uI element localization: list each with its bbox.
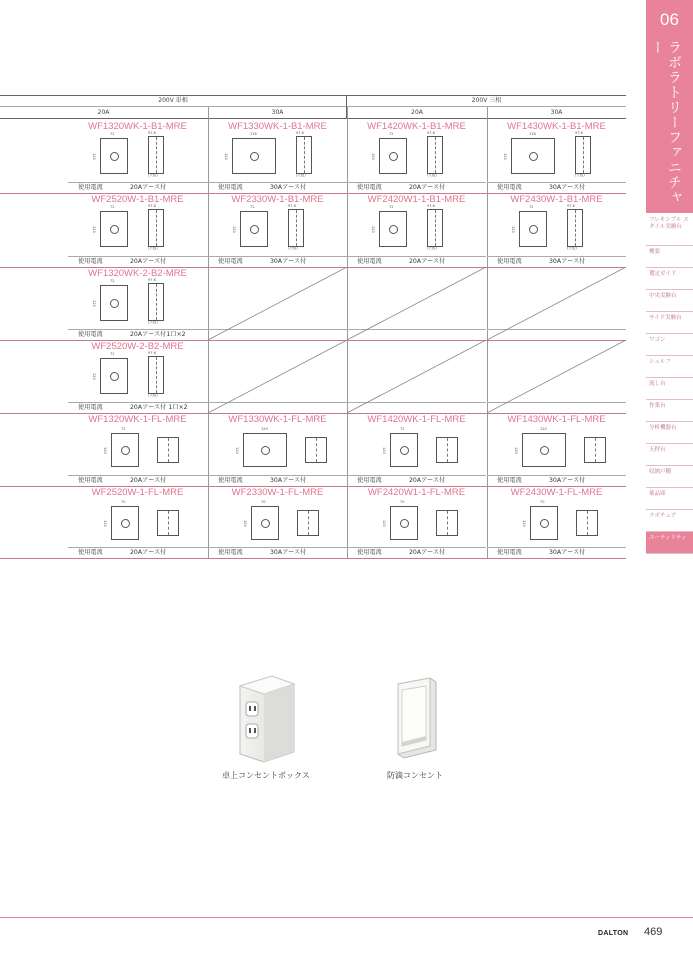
dimension-depth: 97.6	[296, 131, 304, 135]
product-cell	[208, 486, 347, 558]
spec-value: 20Aアース付	[409, 258, 446, 265]
side-view-drawing	[296, 136, 312, 174]
front-view-drawing	[111, 433, 139, 467]
spec-row	[487, 476, 626, 485]
header-bottom-rule	[0, 118, 626, 119]
row-rule	[0, 558, 626, 559]
front-view-drawing	[390, 433, 418, 467]
spec-label: 使用電流	[497, 184, 522, 191]
side-view-drawing	[436, 510, 458, 536]
dimension-note: (天板)	[575, 173, 585, 177]
side-view-drawing	[576, 510, 598, 536]
model-number: WF2520W-1-FL-MRE	[91, 487, 184, 498]
product-cell	[68, 193, 207, 267]
spec-label: 使用電流	[78, 404, 103, 411]
dimension-note: (天板)	[148, 246, 158, 250]
dimension-depth: 97.6	[148, 278, 156, 282]
side-nav-item[interactable]: 天秤台	[646, 444, 693, 466]
dimension-note: (天板)	[567, 246, 577, 250]
side-view-drawing	[436, 437, 458, 463]
model-number: WF1330WK-1-FL-MRE	[228, 414, 327, 425]
model-number: WF1430WK-1-B1-MRE	[507, 121, 606, 132]
spec-row	[347, 183, 486, 192]
spec-value: 20Aアース付	[409, 184, 446, 191]
front-view-drawing	[379, 138, 407, 174]
model-number: WF2420W1-1-B1-MRE	[367, 194, 466, 205]
side-nav-item[interactable]: 収納戸棚	[646, 466, 693, 488]
dimension-note: (天板)	[288, 246, 298, 250]
header-rule	[0, 106, 626, 107]
model-number: WF1420WK-1-FL-MRE	[367, 414, 466, 425]
spec-label: 使用電流	[78, 258, 103, 265]
side-nav-item[interactable]: ワゴン	[646, 334, 693, 356]
side-nav-item[interactable]: 薬品庫	[646, 488, 693, 510]
spec-label: 使用電流	[78, 477, 103, 484]
product-cell	[68, 413, 207, 486]
spec-value: 20Aアース付	[409, 549, 446, 556]
spec-row	[68, 257, 207, 266]
front-view-drawing	[379, 211, 407, 247]
product-cell	[208, 120, 347, 193]
side-view-drawing	[305, 437, 327, 463]
amp-header: 30A	[550, 109, 563, 116]
model-number: WF2330W-1-FL-MRE	[231, 487, 324, 498]
empty-cell-slash	[208, 340, 347, 413]
side-nav-item[interactable]: 中央実験台	[646, 290, 693, 312]
spec-label: 使用電流	[357, 258, 382, 265]
spec-label: 使用電流	[497, 549, 522, 556]
side-nav-item[interactable]: ラボチェア	[646, 510, 693, 532]
spec-value: 20Aアース付	[409, 477, 446, 484]
spec-value: 30Aアース付	[270, 549, 307, 556]
side-view-drawing	[584, 437, 606, 463]
group-header-three-phase: 200V 三相	[471, 97, 502, 104]
dimension-height: 120	[92, 226, 96, 233]
dimension-height: 120	[235, 447, 239, 454]
dimension-height: 120	[371, 153, 375, 160]
dimension-width: 72	[529, 205, 534, 209]
spec-value: 20Aアース付	[130, 184, 167, 191]
dimension-depth: 97.6	[427, 204, 435, 208]
side-view-drawing	[567, 209, 583, 247]
model-number: WF1320WK-1-FL-MRE	[88, 414, 187, 425]
dimension-width: 72	[121, 427, 126, 431]
model-number: WF2520W-1-B1-MRE	[91, 194, 184, 205]
dimension-width: 72	[389, 132, 394, 136]
side-nav-item[interactable]: シェルフ	[646, 356, 693, 378]
spec-row	[347, 257, 486, 266]
side-view-drawing	[297, 510, 319, 536]
spec-row	[347, 548, 486, 557]
front-view-drawing	[100, 138, 128, 174]
photo-caption-desk-outlet-box: 卓上コンセントボックス	[222, 771, 310, 780]
dimension-note: (天板)	[427, 173, 437, 177]
side-nav-item[interactable]: 概要	[646, 246, 693, 268]
side-view-drawing	[148, 209, 164, 247]
product-cell	[347, 413, 486, 486]
photo-caption-drip-proof-outlet: 防滴コンセント	[387, 771, 443, 780]
spec-label: 使用電流	[357, 477, 382, 484]
spec-label: 使用電流	[78, 549, 103, 556]
dimension-width: 72	[250, 205, 255, 209]
side-nav-item[interactable]: 作業台	[646, 400, 693, 422]
model-number: WF1420WK-1-B1-MRE	[367, 121, 466, 132]
spec-label: 使用電流	[218, 549, 243, 556]
spec-value: 30Aアース付	[549, 258, 586, 265]
dimension-height: 120	[371, 226, 375, 233]
dimension-width: 72	[389, 205, 394, 209]
dimension-note: (天板)	[296, 173, 306, 177]
side-nav-item[interactable]: 流し台	[646, 378, 693, 400]
product-cell	[68, 267, 207, 340]
spec-value: 20Aアース付	[130, 258, 167, 265]
dimension-height: 120	[503, 153, 507, 160]
front-view-drawing	[511, 138, 555, 174]
side-index-tab	[646, 0, 693, 918]
dimension-note: (天板)	[148, 320, 158, 324]
product-cell	[68, 340, 207, 413]
dimension-height: 120	[92, 300, 96, 307]
group-header-single-phase: 200V 単相	[158, 97, 188, 104]
empty-cell-slash	[208, 267, 347, 340]
model-number: WF1320WK-2-B2-MRE	[88, 268, 187, 279]
model-number: WF2330W-1-B1-MRE	[231, 194, 324, 205]
side-view-drawing	[148, 356, 164, 394]
spec-label: 使用電流	[218, 184, 243, 191]
model-number: WF2520W-2-B2-MRE	[91, 341, 184, 352]
dimension-width: 72	[400, 427, 405, 431]
spec-label: 使用電流	[497, 258, 522, 265]
desk-outlet-box-photo	[230, 672, 300, 764]
empty-cell-slash	[347, 340, 486, 413]
spec-label: 使用電流	[357, 184, 382, 191]
side-view-drawing	[575, 136, 591, 174]
product-cell	[347, 120, 486, 193]
chapter-header	[646, 0, 693, 213]
side-nav	[646, 214, 693, 554]
spec-value: 30Aアース付	[549, 477, 586, 484]
dimension-height: 120	[382, 447, 386, 454]
front-view-drawing	[232, 138, 276, 174]
side-view-drawing	[148, 283, 164, 321]
product-cell	[487, 413, 626, 486]
product-cell	[68, 486, 207, 558]
dimension-width: 70	[400, 500, 405, 504]
model-number: WF2430W-1-FL-MRE	[510, 487, 603, 498]
chapter-title: ラボラトリーファニチャー	[649, 40, 682, 205]
front-view-drawing	[100, 211, 128, 247]
dimension-height: 120	[103, 520, 107, 527]
spec-row	[68, 403, 207, 412]
front-view-drawing	[240, 211, 268, 247]
footer-rule	[0, 917, 693, 918]
side-nav-item[interactable]: フレキシブル スタイル実験台	[646, 214, 693, 246]
spec-value: 20Aアース付 1口×2	[130, 404, 188, 411]
dimension-width: 72	[110, 279, 115, 283]
chapter-number: 06	[660, 10, 679, 29]
model-number: WF1330WK-1-B1-MRE	[228, 121, 327, 132]
front-view-drawing	[522, 433, 566, 467]
dimension-height: 120	[382, 520, 386, 527]
spec-value: 30Aアース付	[549, 184, 586, 191]
page-number: 469	[644, 926, 663, 938]
drip-proof-outlet-photo	[392, 676, 440, 760]
dimension-depth: 97.6	[148, 351, 156, 355]
product-cell	[208, 413, 347, 486]
dimension-note: (天板)	[427, 246, 437, 250]
front-view-drawing	[100, 358, 128, 394]
dimension-width: 70	[121, 500, 126, 504]
product-cell	[487, 486, 626, 558]
dimension-height: 120	[243, 520, 247, 527]
front-view-drawing	[111, 506, 139, 540]
spec-value: 30Aアース付	[270, 477, 307, 484]
dimension-depth: 97.6	[575, 131, 583, 135]
dimension-width: 120	[261, 427, 268, 431]
amp-header: 20A	[97, 109, 110, 116]
model-number: WF1320WK-1-B1-MRE	[88, 121, 187, 132]
side-view-drawing	[427, 136, 443, 174]
empty-cell-slash	[487, 340, 626, 413]
side-view-drawing	[288, 209, 304, 247]
spec-value: 20Aアース付1口×2	[130, 331, 186, 338]
side-view-drawing	[427, 209, 443, 247]
spec-row	[347, 476, 486, 485]
dimension-note: (天板)	[148, 393, 158, 397]
amp-header: 30A	[271, 109, 284, 116]
dimension-width: 70	[261, 500, 266, 504]
side-nav-item[interactable]: ユーティリティ	[646, 532, 693, 554]
amp-header: 20A	[411, 109, 423, 116]
product-cell	[487, 120, 626, 193]
spec-row	[208, 257, 347, 266]
empty-cell-slash	[487, 267, 626, 340]
dimension-height: 120	[232, 226, 236, 233]
model-number: WF1430WK-1-FL-MRE	[507, 414, 606, 425]
spec-value: 30Aアース付	[270, 258, 307, 265]
model-number: WF2430W-1-B1-MRE	[510, 194, 603, 205]
dimension-width: 72	[110, 132, 115, 136]
spec-row	[208, 548, 347, 557]
dimension-width: 118	[250, 132, 257, 136]
spec-row	[487, 257, 626, 266]
spec-label: 使用電流	[218, 477, 243, 484]
product-cell	[347, 193, 486, 267]
dimension-height: 120	[224, 153, 228, 160]
side-view-drawing	[157, 437, 179, 463]
spec-row	[68, 476, 207, 485]
spec-value: 30Aアース付	[549, 549, 586, 556]
product-cell	[68, 120, 207, 193]
spec-row	[487, 183, 626, 192]
side-view-drawing	[157, 510, 179, 536]
spec-label: 使用電流	[78, 184, 103, 191]
product-cell	[487, 193, 626, 267]
dimension-width: 70	[540, 500, 545, 504]
spec-label: 使用電流	[218, 258, 243, 265]
spec-label: 使用電流	[497, 477, 522, 484]
spec-label: 使用電流	[357, 549, 382, 556]
dimension-width: 72	[110, 205, 115, 209]
spec-value: 20Aアース付	[130, 549, 167, 556]
dimension-height: 120	[92, 373, 96, 380]
front-view-drawing	[530, 506, 558, 540]
brand-logo: DALTON	[598, 930, 629, 937]
side-view-drawing	[148, 136, 164, 174]
spec-row	[68, 548, 207, 557]
model-number: WF2420W1-1-FL-MRE	[367, 487, 466, 498]
spec-value: 30Aアース付	[270, 184, 307, 191]
dimension-height: 120	[511, 226, 515, 233]
dimension-depth: 97.6	[148, 204, 156, 208]
front-view-drawing	[251, 506, 279, 540]
dimension-depth: 97.6	[288, 204, 296, 208]
product-cell	[347, 486, 486, 558]
spec-value: 20Aアース付	[130, 477, 167, 484]
side-nav-item[interactable]: 選定ガイド	[646, 268, 693, 290]
empty-cell-slash	[347, 267, 486, 340]
dimension-height: 120	[522, 520, 526, 527]
dimension-height: 120	[103, 447, 107, 454]
front-view-drawing	[519, 211, 547, 247]
spec-row	[208, 476, 347, 485]
spec-row	[487, 548, 626, 557]
front-view-drawing	[390, 506, 418, 540]
dimension-depth: 97.6	[427, 131, 435, 135]
spec-label: 使用電流	[78, 331, 103, 338]
side-nav-item[interactable]: サイド実験台	[646, 312, 693, 334]
dimension-depth: 97.6	[148, 131, 156, 135]
spec-row	[208, 183, 347, 192]
front-view-drawing	[100, 285, 128, 321]
spec-row	[68, 183, 207, 192]
spec-row	[68, 330, 207, 339]
product-cell	[208, 193, 347, 267]
dimension-width: 72	[110, 352, 115, 356]
front-view-drawing	[243, 433, 287, 467]
dimension-height: 120	[514, 447, 518, 454]
dimension-width: 118	[529, 132, 536, 136]
dimension-depth: 97.6	[567, 204, 575, 208]
dimension-height: 120	[92, 153, 96, 160]
side-nav-item[interactable]: 分析機器台	[646, 422, 693, 444]
dimension-width: 120	[540, 427, 547, 431]
dimension-note: (天板)	[148, 173, 158, 177]
